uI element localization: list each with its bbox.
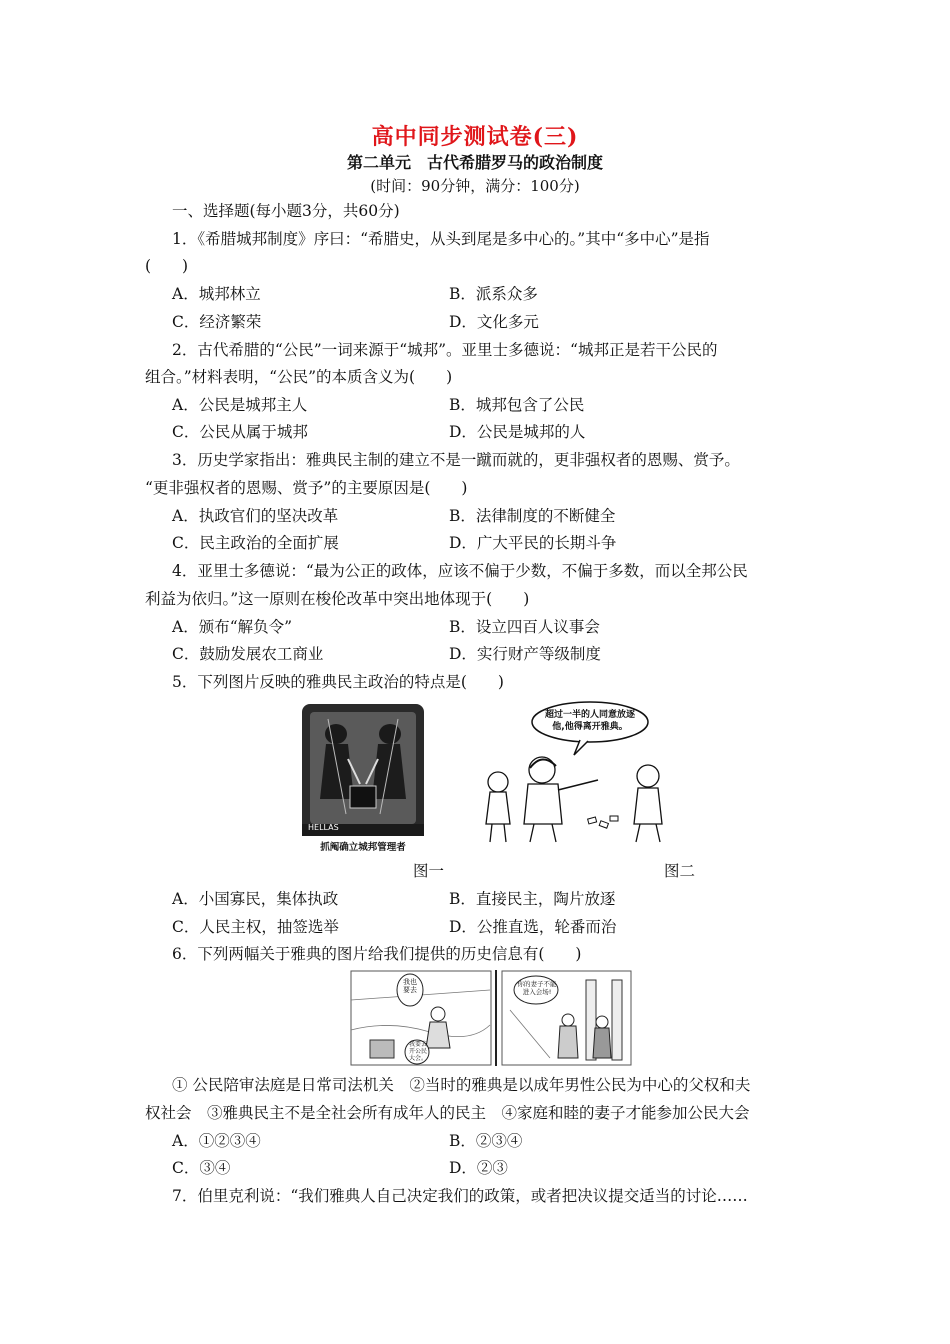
- unit-subtitle: 第二单元 古代希腊罗马的政治制度: [346, 153, 603, 172]
- question-6-line-1: 6．下列两幅关于雅典的图片给我们提供的历史信息有( ): [172, 945, 582, 963]
- q1-option-b: B．派系众多: [449, 285, 538, 303]
- q3-option-a: A．执政官们的坚决改革: [172, 507, 339, 525]
- q6-bubble-2: 我要去开公民大会。: [408, 1041, 427, 1062]
- q5-option-d: D．公推直选，轮番而治: [449, 918, 617, 936]
- figure-1-name: 图一: [413, 862, 445, 880]
- q5-option-b: B．直接民主，陶片放逐: [449, 890, 616, 908]
- question-6-statement-1: ① 公民陪审法庭是日常司法机关 ②当时的雅典是以成年男性公民为中心的父权和夫: [172, 1076, 751, 1094]
- q4-option-a: A．颁布“解负令”: [172, 618, 293, 636]
- figure-2-speech-bubble: 超过一半的人同意放逐他,他得离开雅典。: [544, 710, 635, 732]
- question-2-line-2: 组合。”材料表明，“公民”的本质含义为( ): [145, 368, 453, 386]
- q6-option-d: D．②③: [449, 1159, 508, 1177]
- question-1-line-1: 1．《希腊城邦制度》序曰：“希腊史，从头到尾是多中心的。”其中“多中心”是指: [172, 230, 710, 248]
- q5-option-c: C．人民主权，抽签选举: [172, 918, 339, 936]
- q3-option-d: D．广大平民的长期斗争: [449, 534, 617, 552]
- figure-q6-cartoons: [350, 970, 632, 1066]
- figure-2-ostracism-cartoon: [470, 700, 670, 850]
- q6-option-b: B．②③④: [449, 1132, 523, 1150]
- question-7-line-1: 7．伯里克利说：“我们雅典人自己决定我们的政策，或者把决议提交适当的讨论……: [172, 1187, 748, 1205]
- q3-option-c: C．民主政治的全面扩展: [172, 534, 339, 552]
- q4-option-c: C．鼓励发展农工商业: [172, 645, 324, 663]
- figure-1-label: HELLAS: [308, 823, 339, 832]
- figure-1-caption: 抓阄确立城邦管理者: [320, 842, 406, 853]
- q2-option-c: C．公民从属于城邦: [172, 423, 308, 441]
- question-2-line-1: 2．古代希腊的“公民”一词来源于“城邦”。亚里士多德说：“城邦正是若干公民的: [172, 341, 718, 359]
- question-6-statement-2: 权社会 ③雅典民主不是全社会所有成年人的民主 ④家庭和睦的妻子才能参加公民大会: [145, 1104, 750, 1122]
- section-heading: 一、选择题(每小题3分，共60分): [172, 202, 400, 220]
- q3-option-b: B．法律制度的不断健全: [449, 507, 616, 525]
- q6-option-c: C．③④: [172, 1159, 231, 1177]
- q6-bubble-1: 我也要去: [403, 978, 417, 994]
- q1-option-c: C．经济繁荣: [172, 313, 262, 331]
- question-4-line-2: 利益为依归。”这一原则在梭伦改革中突出地体现于( ): [145, 590, 530, 608]
- page-title: 高中同步测试卷(三): [371, 124, 579, 150]
- q6-option-a: A．①②③④: [172, 1132, 261, 1150]
- q1-option-a: A．城邦林立: [172, 285, 261, 303]
- question-1-line-2: ( ): [145, 257, 189, 275]
- figure-1-vase-painting: [298, 704, 428, 854]
- time-info: (时间：90分钟，满分：100分): [370, 177, 580, 195]
- figure-2-name: 图二: [664, 862, 696, 880]
- q2-option-d: D．公民是城邦的人: [449, 423, 586, 441]
- q5-option-a: A．小国寡民，集体执政: [172, 890, 339, 908]
- q6-bubble-3: 你的妻子不能进入会场!: [517, 980, 557, 996]
- q2-option-a: A．公民是城邦主人: [172, 396, 308, 414]
- q4-option-b: B．设立四百人议事会: [449, 618, 600, 636]
- question-3-line-1: 3．历史学家指出：雅典民主制的建立不是一蹴而就的，更非强权者的恩赐、赏予。: [172, 451, 740, 469]
- q1-option-d: D．文化多元: [449, 313, 539, 331]
- question-4-line-1: 4．亚里士多德说：“最为公正的政体，应该不偏于少数，不偏于多数，而以全邦公民: [172, 562, 748, 580]
- q2-option-b: B．城邦包含了公民: [449, 396, 585, 414]
- question-5-line-1: 5．下列图片反映的雅典民主政治的特点是( ): [172, 673, 504, 691]
- q4-option-d: D．实行财产等级制度: [449, 645, 601, 663]
- question-3-line-2: “更非强权者的恩赐、赏予”的主要原因是( ): [145, 479, 468, 497]
